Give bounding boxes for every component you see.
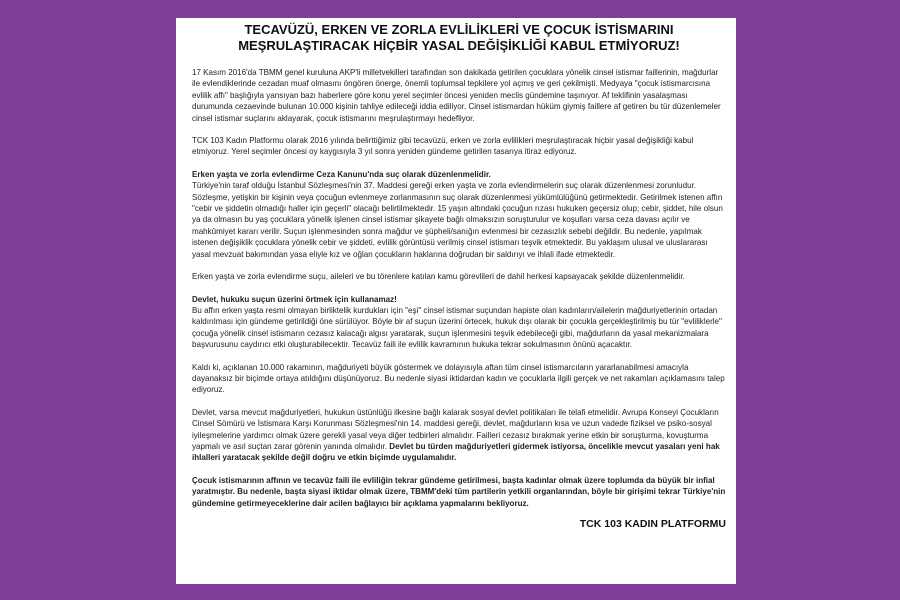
section-state-law — [192, 294, 726, 351]
section-body-state-law: Bu affın erken yaşta resmi olmayan birliktelik kurdukları için "eşi" cinsel istismar suçundan hapiste olan kadınların/ailelerin mağduriyetlerinin ortadan kaldırılması için gündeme getirildiği öne sürülüyor. Böyle bir af suçun üzerini örtecek, hukuk dışı olarak bir çocukla gerçekleştirilmiş bu tür "evliliklerle" çocuğa yönelik cinsel istismarın cezasız kalacağı algısı yaratarak, suçun işlenmesini teşvik edebileceği gibi, mağdurların da yasal mekanizmalara başvurusunu caydırıcı etki oluşturabilecektir. Tecavüz faili ile evlilik kavramının hukuka tekrar sokulmasının önünü açacaktır. — [192, 305, 722, 350]
paragraph-conclusion: Çocuk istismarının affının ve tecavüz faili ile evliliğin tekrar gündeme getirilmesi, başta kadınlar olmak üzere toplumda da büyük bir infial yaratmıştır. Bu nedenle, başta siyasi iktidar olmak üzere, TBMM'deki tüm partilerin yetkili organlarından, böyle bir girişimi tekrar Türkiye'nin gündemine getirmeyeceklerine dair acilen bağlayıcı bir açıklama yapmalarını bekliyoruz. — [192, 475, 726, 508]
paragraph-state-duty — [192, 407, 726, 464]
statement-document — [176, 18, 736, 584]
paragraph-state-duty-text: Devlet, varsa mevcut mağduriyetleri, hukukun üstünlüğü ilkesine bağlı kalarak sosyal devlet politikaları ile telafi etmelidir. Avrupa Konseyi Çocukların Cinsel Sömürü ve İstismara Karşı Korunması Sözleşmesi'nin 14. maddesi gereği, devlet, mağdurların kısa ve uzun vadede fiziksel ve psiko-sosyal iyileşmelerine yardımcı olmak üzere gerekli yasal veya diğer tedbirleri almalıdır. Failleri cezasız bırakmak yerine etkin bir soruşturma, kovuşturma yapmalı ve asıl suçtan zarar görenin yanında olmalıdır. — [192, 407, 719, 451]
paragraph-platform-position: TCK 103 Kadın Platformu olarak 2016 yılında belirttiğimiz gibi tecavüzü, erken ve zorla evlilikleri meşrulaştıracak hiçbir yasal değişikliği kabul etmiyoruz. Yerel seçimler öncesi oy kaygısıyla 3 yıl sonra yeniden gündeme getirilen tasarıya itiraz ediyoruz. — [192, 136, 694, 157]
section-body-early-marriage: Türkiye'nin taraf olduğu İstanbul Sözleşmesi'nin 37. Maddesi gereği erken yaşta ve zorla evlendirmelerin suç olarak düzenlenmesi zorunludur. Sözleşme, yetişkin bir kişinin veya çocuğun evlenmeye zorlanmasının suç olarak düzenlenmesi yükümlülüğünü getirmektedir. Getirilmek istenen affın "cebir ve şiddetin olmadığı haller için geçerli" olacağı belirtilmektedir. 15 yaşın altındaki çocuğun rızası hukuken geçersiz olup; cebir, şiddet, hile olsun ya da olmasın bu yaş çocuklara yönelik işlenen cinsel istismar şikayete bağlı olmaksızın soruşturulur ve koşulları varsa ceza davası açılır ve mahkûmiyet kararı verilir. Suçun işlenmesinden sonra mağdur ve şüpheli/sanığın evlenmesi bir cezasızlık sebebi değildir. Bu nedenle, yapılmak istenen değişiklik çocuklara yönelik cebir ve şiddeti, evlilik görüntüsü verilmiş cinsel istismarı teşvik etmektedir. Bu yaklaşım ulusal ve uluslararası yasal mevzuat bakımından yasa eliyle kız ve oğlan çocukların haklarına doğrudan bir saldırıyı ve ihlali ifade etmektedir. — [192, 181, 723, 259]
paragraph-state-duty-emphasis: Devlet bu türden mağduriyetleri gidermek istiyorsa, öncelikle mevcut yasaları yeni hak ihlalleri yaratacak şekilde değil doğru ve etkin biçimde uygulamalıdır. — [192, 441, 720, 463]
signature: TCK 103 KADIN PLATFORMU — [579, 518, 726, 530]
section-heading-early-marriage: Erken yaşta ve zorla evlendirme Ceza Kanunu'nda suç olarak düzenlenmelidir. — [192, 169, 491, 179]
paragraph-figures: Kaldı ki, açıklanan 10.000 rakamının, mağduriyeti büyük göstermek ve dolayısıyla aftan tüm cinsel istismarcıların yararlanabilmesi amacıyla dayanaksız bir biçimde ortaya atıldığını düşünüyoruz. Bu nedenle siyasi iktidardan kadın ve çocuklarla ilgili gerçek ve net rakamları açıklamasını talep ediyoruz. — [192, 362, 725, 395]
paragraph-scope: Erken yaşta ve zorla evlendirme suçu, aileleri ve bu törenlere katılan kamu görevlileri de dahil herkesi kapsayacak şekilde düzenlenmelidir. — [192, 272, 685, 282]
section-heading-state-law: Devlet, hukuku suçun üzerini örtmek için kullanamaz! — [192, 294, 397, 304]
section-early-marriage — [192, 169, 726, 260]
paragraph-intro: 17 Kasım 2016'da TBMM genel kuruluna AKP'li milletvekilleri tarafından son dakikada getirilen çocuklara yönelik cinsel istismar faillerinin, mağdurlar ile evlendiklerinde cezadan muaf olmasını öngören önerge, önemli toplumsal tepkilere yol açmış ve geri çekilmişti. Medyaya "çocuk istismarcısına evlilik affı" başlığıyla yansıyan bazı haberlere göre konu yerel seçimler öncesi yeniden meclis gündemine taşınıyor. Af teklifinin yasalaşması durumunda cezaevinde bulunan 10.000 kişinin tahliye edileceği iddia ediliyor. Cinsel istismardan hüküm giymiş faillere af getiren bu tür düzenlemeler cinsel istismar suçlarını aklayarak, çocuk istismarını meşrulaştırmayı hedefliyor. — [192, 68, 721, 123]
document-title: TECAVÜZÜ, ERKEN VE ZORLA EVLİLİKLERİ VE ÇOCUK İSTİSMARINI MEŞRULAŞTIRACAK HİÇBİR YASAL DEĞİŞİKLİĞİ KABUL ETMİYORUZ! — [238, 22, 680, 53]
